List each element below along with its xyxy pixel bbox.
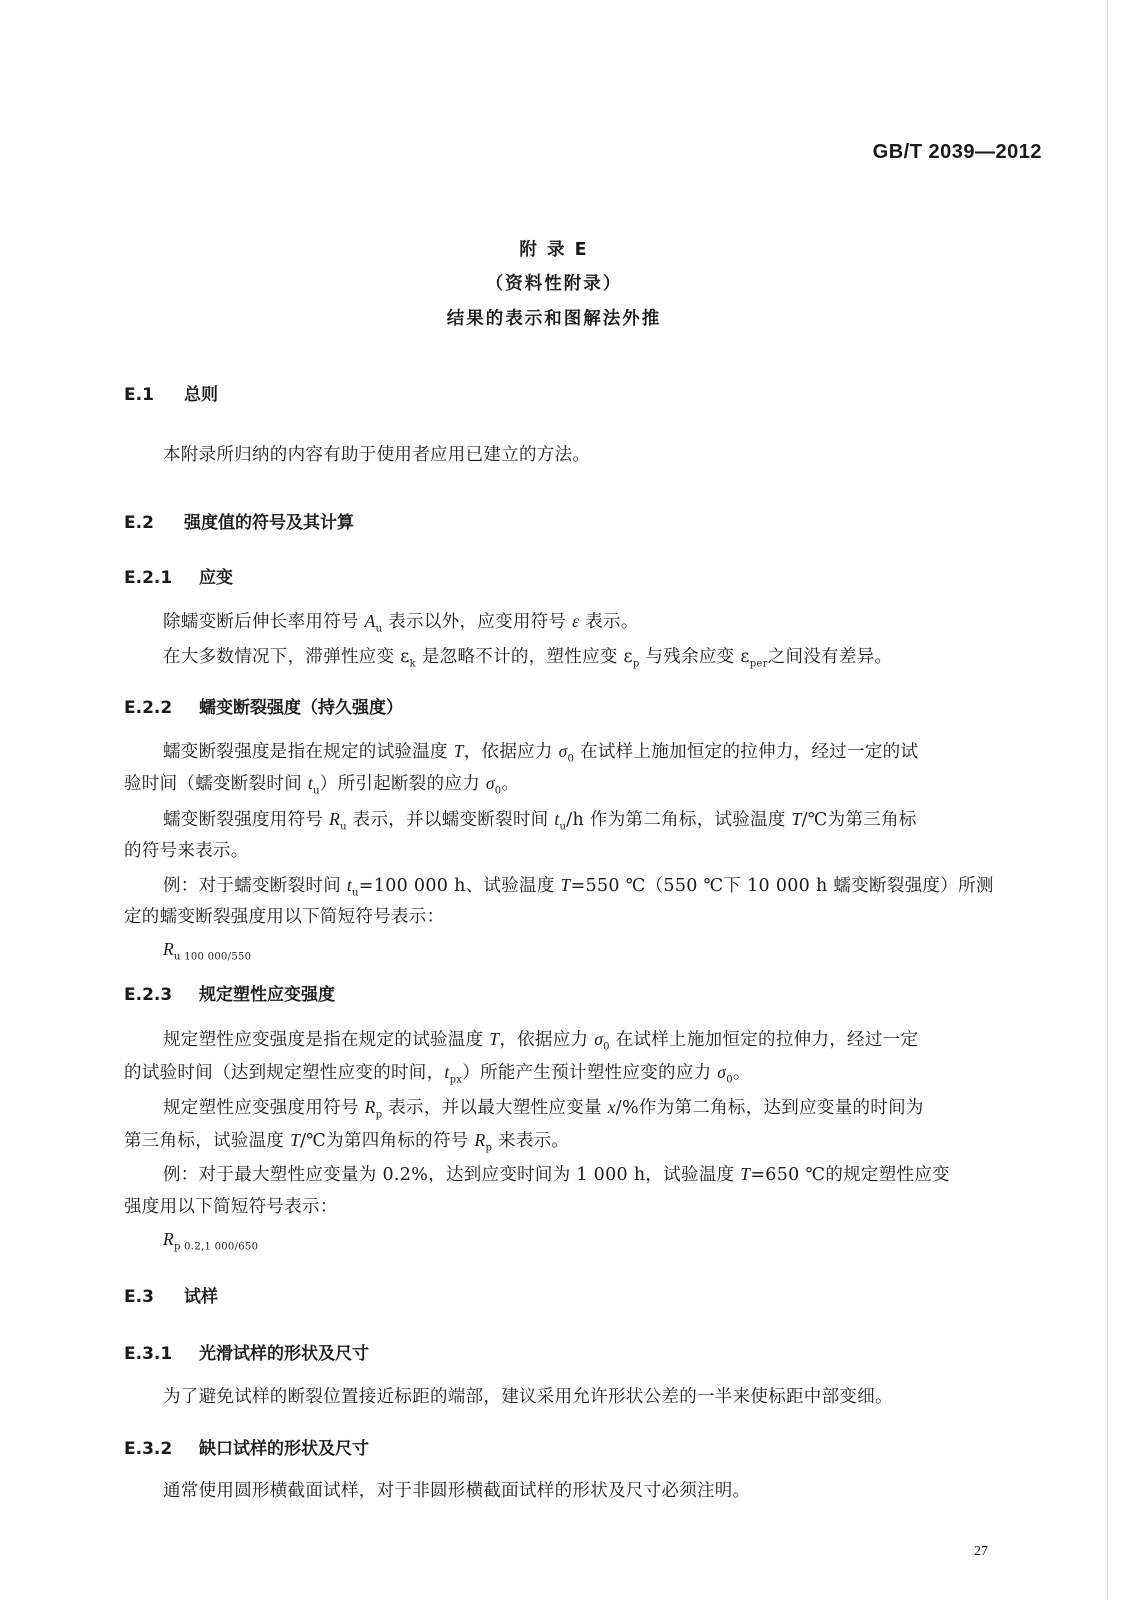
- section-heading-e1: [124, 380, 218, 405]
- standard-code: GB/T 2039—2012: [872, 141, 1042, 163]
- page-number: 27: [974, 1544, 988, 1559]
- paragraph: 例：对于最大塑性应变量为 0.2%，达到应变时间为 1 000 h，试验温度 T=650 ℃的规定塑性应变: [163, 1164, 950, 1185]
- section-title: 强度值的符号及其计算: [184, 513, 354, 533]
- section-title: 缺口试样的形状及尺寸: [199, 1439, 369, 1459]
- section-title: 规定塑性应变强度: [199, 985, 335, 1005]
- section-title: 总则: [184, 385, 218, 405]
- paragraph: 蠕变断裂强度是指在规定的试验温度 T，依据应力 $\sigma_0$ 在试样上施加恒定的拉伸力，经过一定的试: [163, 741, 919, 765]
- section-number: E.2.1: [124, 568, 173, 588]
- paragraph: 为了避免试样的断裂位置接近标距的端部，建议采用允许形状公差的一半来使标距中部变细。: [163, 1387, 893, 1407]
- section-title: 蠕变断裂强度（持久强度）: [199, 698, 403, 718]
- section-number: E.2.2: [124, 698, 173, 718]
- section-heading-e22: [124, 693, 403, 718]
- section-title: 应变: [199, 568, 233, 588]
- appendix-type: （资料性附录）: [485, 274, 623, 294]
- paragraph: 蠕变断裂强度用符号 $R_u$ 表示，并以蠕变断裂时间 $t_u/h$ 作为第二角标，试验温度 T/℃为第三角标: [163, 809, 917, 833]
- section-number: E.1: [124, 385, 154, 405]
- symbol-example: $R_{p 0.2,1 000/650}$: [163, 1229, 259, 1253]
- section-heading-e23: [124, 980, 335, 1005]
- section-heading-e2: [124, 508, 354, 533]
- section-title: 试样: [184, 1287, 218, 1307]
- page-margin: [1108, 0, 1130, 1600]
- symbol-example: $R_{u 100 000/550}$: [163, 939, 252, 963]
- appendix-title: 附 录 E: [519, 240, 589, 260]
- paragraph: 的试验时间（达到规定塑性应变的时间，$t_{px}$）所能产生预计塑性应变的应力 $\sigma_0$。: [124, 1062, 751, 1086]
- paragraph: 规定塑性应变强度是指在规定的试验温度 T，依据应力 $\sigma_0$ 在试样上施加恒定的拉伸力，经过一定: [163, 1029, 919, 1053]
- section-title: 光滑试样的形状及尺寸: [199, 1344, 369, 1364]
- paragraph: 验时间（蠕变断裂时间 $t_u$）所引起断裂的应力 $\sigma_0$。: [124, 773, 520, 797]
- paragraph: 的符号来表示。: [124, 841, 249, 861]
- section-number: E.2.3: [124, 985, 173, 1005]
- section-number: E.3.2: [124, 1439, 173, 1459]
- section-number: E.3.1: [124, 1344, 173, 1364]
- paragraph: 规定塑性应变强度用符号 $R_p$ 表示，并以最大塑性应变量 x/%作为第二角标，达到应变量的时间为: [163, 1097, 924, 1121]
- section-heading-e3: [124, 1282, 218, 1307]
- section-number: E.3: [124, 1287, 154, 1307]
- paragraph: 通常使用圆形横截面试样，对于非圆形横截面试样的形状及尺寸必须注明。: [163, 1481, 751, 1501]
- appendix-subject: 结果的表示和图解法外推: [446, 309, 662, 329]
- paragraph: 定的蠕变断裂强度用以下简短符号表示：: [124, 907, 445, 927]
- paragraph: 在大多数情况下，滞弹性应变 $\varepsilon_k$ 是忽略不计的，塑性应变 $\varepsilon_p$ 与残余应变 $\varepsilon_{per}$之间没有差异。: [163, 647, 893, 670]
- paragraph: 例：对于蠕变断裂时间 $t_u=100$ 000 h、试验温度 T=550 ℃（550 ℃下 10 000 h 蠕变断裂强度）所测: [163, 875, 994, 899]
- paragraph: 强度用以下简短符号表示：: [124, 1197, 338, 1217]
- section-heading-e21: [124, 563, 233, 588]
- paragraph: 本附录所归纳的内容有助于使用者应用已建立的方法。: [163, 445, 591, 465]
- section-heading-e31: [124, 1339, 369, 1364]
- section-heading-e32: [124, 1434, 369, 1459]
- section-number: E.2: [124, 513, 154, 533]
- paragraph: 除蠕变断后伸长率用符号 $A_u$ 表示以外，应变用符号 ε 表示。: [163, 611, 639, 635]
- paragraph: 第三角标，试验温度 T/℃为第四角标的符号 $R_p$ 来表示。: [124, 1130, 570, 1154]
